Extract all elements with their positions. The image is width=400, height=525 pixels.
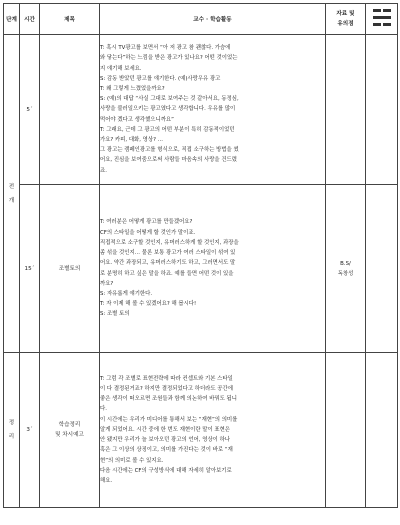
activity-line: 지 얘기해 보세요. — [100, 65, 142, 72]
header-emphasis — [366, 4, 398, 35]
title-cell: 조별토의 — [40, 185, 100, 353]
activity-line: 안 됐지만 우리가 늘 보아오던 광고의 언어, 영상이 하나 — [100, 437, 230, 444]
activity-line: 사랑을 불러일으키는 광고였다고 생각합니다. 우유를 많이 — [100, 106, 236, 113]
activity-line: 까요? — [100, 280, 114, 287]
time-cell: 15´ — [20, 185, 40, 353]
activity-line: T: 여러분은 어떻게 광고를 만들겠어요? — [100, 219, 193, 226]
activity-line: 그 광고는 캠페인광고를 형식으로, 직접 소구하는 방법을 썼 — [100, 147, 239, 154]
activity-line: 어요. 약간 과장되고, 유머러스하기도 하고, 그러면서도 말 — [100, 260, 236, 267]
emphasis-cell — [366, 185, 398, 353]
activity-cell — [100, 35, 326, 185]
table-row — [4, 185, 398, 353]
emphasis-marker-icon — [371, 7, 393, 29]
activity-line: 어요, 진심을 보여줌으로써 사람들 마음속의 사랑을 건드렸 — [100, 157, 237, 164]
activity-line: S: 자유롭게 얘기한다. — [100, 290, 153, 297]
time-cell: 3´ — [20, 353, 40, 508]
activity-line: 다. — [100, 406, 107, 413]
lesson-plan-table — [3, 3, 398, 508]
title-cell — [40, 353, 100, 508]
activity-line: 혹은 그 이상의 상징이고, 의미를 가진다는 것이 바로 “재 — [100, 447, 233, 454]
title-label: 학습정리 및 차시예고 — [55, 422, 84, 438]
header-materials-label: 자료 및 유의점 — [336, 11, 355, 27]
emphasis-cell — [366, 35, 398, 185]
header-time: 시간 — [20, 4, 40, 35]
activity-line: 이 시간에는 우리가 미디어를 통해서 보는 “재현”의 의미를 — [100, 416, 238, 423]
header-activity: 교수 · 학습활동 — [100, 4, 326, 35]
header-materials — [326, 4, 366, 35]
activity-line: 먹어야 겠다고 생각했으니까요” — [100, 116, 174, 123]
activity-line: 가요? 카피, 대화, 영상? … — [100, 137, 164, 143]
header-stage: 단계 — [4, 4, 20, 35]
stage-cell-summary — [4, 353, 20, 508]
activity-line: T: 그럼 각 조별로 표현전략에 따라 컨셉트와 기본 스타일 — [100, 375, 233, 382]
activity-line: S: 조별 토의 — [100, 311, 130, 318]
activity-line: 다음 시간에는 CF의 구성방식에 대해 자세히 알아보기로 — [100, 467, 232, 474]
activity-line: 로 분명히 하고 싶은 말을 하죠. 예를 들면 어떤 것이 있을 — [100, 270, 234, 277]
activity-line: 직접적으로 소구할 것인지, 유머러스하게 할 것인지, 과장을 — [100, 239, 239, 246]
table-row — [4, 353, 398, 508]
activity-line: 현”의 의미로 볼 수 있지요. — [100, 457, 164, 464]
title-cell — [40, 35, 100, 185]
activity-line: T: 그래요, 근데 그 광고의 어떤 부분이 특히 감동적이었던 — [100, 126, 235, 133]
time-cell: 5´ — [20, 35, 40, 185]
activity-line: 좋은 생각이 떠오르면 조원들과 함께 의논하여 바꿔도 됩니 — [100, 396, 237, 403]
activity-line: S: (예)의 대답 “사실 그대로 보여주는 것 같아서요, 동정심, — [100, 96, 239, 103]
activity-line: T: 자 이제 해 볼 수 있겠어요? 해 봅시다! — [100, 301, 197, 308]
emphasis-cell — [366, 353, 398, 508]
stage-cell-development — [4, 35, 20, 353]
activity-line: 와 닿는다”하는 느낌을 받은 광고가 있나요? 어떤 것이었는 — [100, 55, 238, 62]
stage-label: 전 개 — [8, 183, 15, 204]
activity-line: T: 혹시 TV광고를 보면서 “아 저 광고 참 괜찮다. 가슴에 — [100, 45, 231, 52]
materials-cell — [326, 185, 366, 353]
stage-label: 정 리 — [8, 420, 15, 440]
activity-cell — [100, 353, 326, 508]
activity-line: S: 감동 받았던 광고를 얘기한다. (예)사랑우유 광고 — [100, 75, 221, 82]
activity-line: 해요. — [100, 477, 113, 484]
materials-label: B.S/ 독창성 — [337, 260, 354, 277]
header-title: 제목 — [40, 4, 100, 35]
activity-cell — [100, 185, 326, 353]
materials-cell — [326, 35, 366, 185]
activity-line: 죠. — [100, 167, 107, 174]
activity-line: T: 왜 그렇게 느꼈었을까요? — [100, 85, 165, 92]
activity-line: 알게 되었어요. 시간 중에 한 번도 재현이란 말이 표현은 — [100, 426, 230, 433]
header-row — [4, 4, 398, 35]
activity-line: CF의 스타일을 어떻게 할 것인가 말이죠. — [100, 229, 196, 236]
materials-cell — [326, 353, 366, 508]
activity-line: 이 다 결정된거죠? 하지만 결정되었다고 하더라도 공간에 — [100, 386, 233, 393]
activity-line: 좀 섞을 것인지… 물론 보통 광고가 여러 스타일이 섞여 있 — [100, 250, 236, 257]
table-row — [4, 35, 398, 185]
